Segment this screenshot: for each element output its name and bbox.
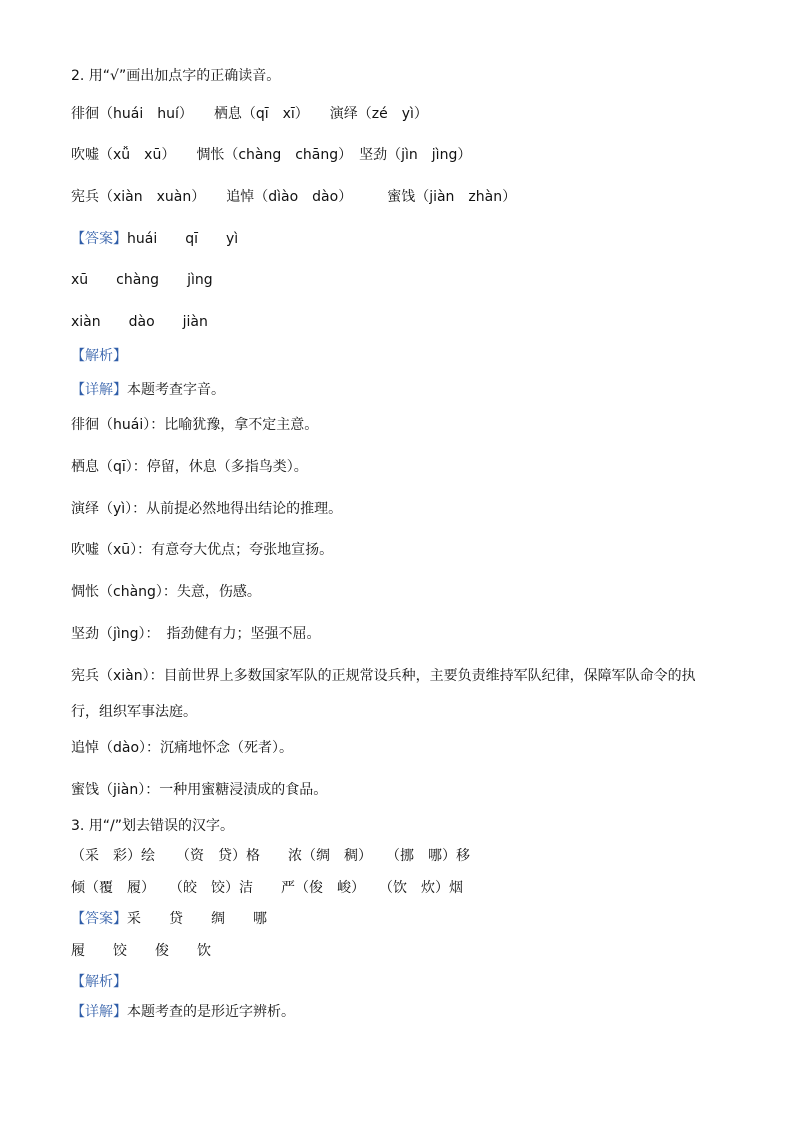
q2-detail-line <box>71 380 225 400</box>
q3-row-2: 倾（覆 履） （皎 饺）洁 严（俊 峻） （饮 炊）烟 <box>71 880 463 896</box>
q2-explanation-6: 坚劲（jìng）： 指劲健有力；坚强不屈。 <box>71 626 321 642</box>
q3-answer-label: 【答案】 <box>71 911 127 927</box>
q3-detail-line <box>71 1002 295 1022</box>
q2-detail-label: 【详解】 <box>71 382 127 398</box>
q2-answer-row-3: xiàn dào jiàn <box>71 314 208 330</box>
q3-row-1: （采 彩）绘 （资 贷）格 浓（绸 稠） （挪 哪）移 <box>71 848 470 864</box>
q2-explanation-5: 惆怅（chàng）：失意，伤感。 <box>71 584 261 600</box>
q2-explanation-8: 行，组织军事法庭。 <box>71 704 197 720</box>
q2-explanation-3: 演绎（yì）：从前提必然地得出结论的推理。 <box>71 501 343 517</box>
q2-explanation-7: 宪兵（xiàn）：目前世界上多数国家军队的正规常设兵种，主要负责维持军队纪律，保障军队命令的执 <box>71 668 696 684</box>
q3-detail-text: 本题考查的是形近字辨析。 <box>127 1004 295 1020</box>
q2-explanation-4: 吹嘘（xū）：有意夸大优点；夸张地宣扬。 <box>71 542 334 558</box>
q2-answer-label: 【答案】 <box>71 231 127 247</box>
q3-answer-row-2: 履 饺 俊 饮 <box>71 943 211 959</box>
q2-explanation-10: 蜜饯（jiàn）：一种用蜜糖浸渍成的食品。 <box>71 782 328 798</box>
q3-answer-row-1: 采 贷 绸 哪 <box>127 911 267 927</box>
q2-explanation-1: 徘徊（huái）：比喻犹豫，拿不定主意。 <box>71 417 319 433</box>
q2-answer-row-2: xū chàng jìng <box>71 272 213 288</box>
q3-detail-label: 【详解】 <box>71 1004 127 1020</box>
q2-answer-line-1 <box>71 229 238 249</box>
q3-analysis-label: 【解析】 <box>71 974 127 990</box>
q2-explanation-2: 栖息（qī）：停留，休息（多指鸟类）。 <box>71 459 308 475</box>
q2-explanation-9: 追悼（dào）：沉痛地怀念（死者）。 <box>71 740 294 756</box>
q2-analysis-label: 【解析】 <box>71 348 127 364</box>
q2-row-1: 徘徊（huái huí） 栖息（qī xī） 演绎（zé yì） <box>71 106 428 122</box>
q2-detail-text: 本题考查字音。 <box>127 382 225 398</box>
q2-title: 2. 用“√”画出加点字的正确读音。 <box>71 68 281 84</box>
q2-row-3: 宪兵（xiàn xuàn） 追悼（dìào dào） 蜜饯（jiàn zhàn） <box>71 189 517 205</box>
q3-answer-line-1 <box>71 909 267 929</box>
q3-title: 3. 用“/”划去错误的汉字。 <box>71 818 235 834</box>
q2-answer-row-1: huái qī yì <box>127 231 239 247</box>
q2-row-2: 吹嘘（xǚ xū） 惆怅（chàng chāng） 坚劲（jìn jìng） <box>71 147 472 163</box>
